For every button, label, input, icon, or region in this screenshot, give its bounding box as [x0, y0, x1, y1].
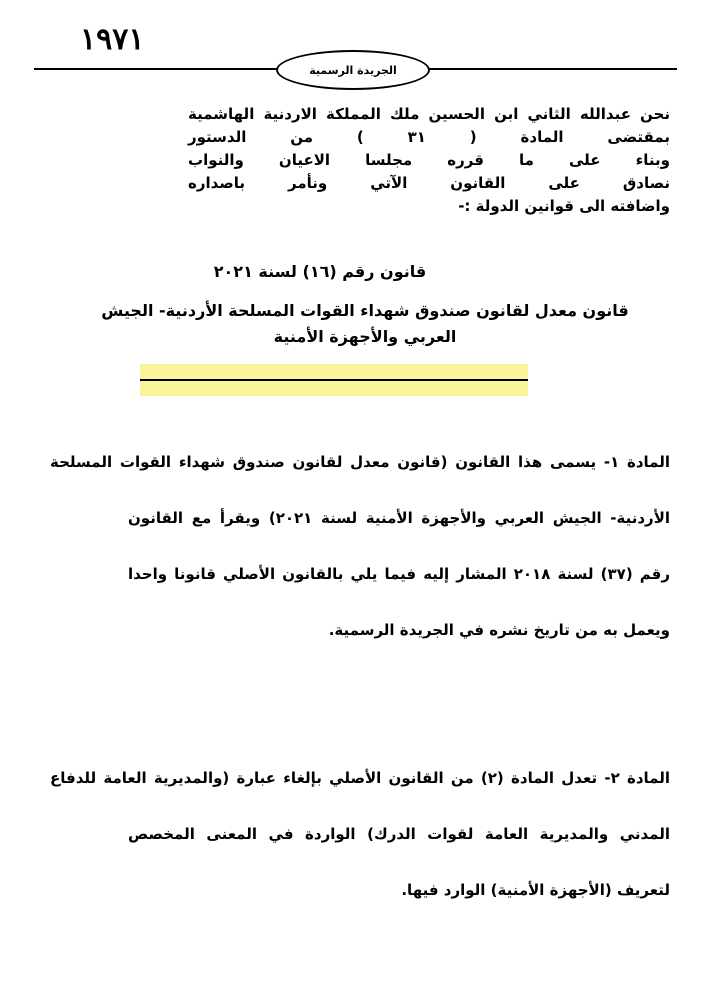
preamble-line: واضافته الى قوانين الدولة :- [458, 197, 670, 215]
preamble-line: نصادق على القانون الآتي ونأمر باصداره [188, 174, 670, 192]
article-2 [50, 763, 670, 931]
article-line: المدني والمديرية العامة لقوات الدرك) الواردة في المعنى المخصص [128, 825, 670, 843]
law-title-line: قانون معدل لقانون صندوق شهداء القوات المسلحة الأردنية- الجيش [101, 301, 629, 320]
article-1 [50, 447, 670, 671]
preamble [188, 103, 670, 218]
title-divider [140, 379, 528, 381]
article-line: المادة ١- يسمى هذا القانون (قانون معدل لقانون صندوق شهداء القوات المسلحة [50, 453, 670, 471]
preamble-line: نحن عبدالله الثاني ابن الحسين ملك المملكة الاردنية الهاشمية [188, 105, 670, 123]
preamble-line: وبناء على ما قرره مجلسا الاعيان والنواب [188, 151, 670, 169]
law-number: قانون رقم (١٦) لسنة ٢٠٢١ [213, 262, 427, 281]
law-title-line: العربي والأجهزة الأمنية [273, 327, 457, 346]
law-title [100, 298, 630, 350]
gazette-label-text: الجريدة الرسمية [309, 63, 397, 77]
article-line: الأردنية- الجيش العربي والأجهزة الأمنية لسنة ٢٠٢١) ويقرأ مع القانون [128, 509, 671, 527]
preamble-line: بمقتضى المادة ( ٣١ ) من الدستور [188, 128, 670, 146]
article-line: لتعريف (الأجهزة الأمنية) الوارد فيها. [401, 881, 670, 899]
article-line: ويعمل به من تاريخ نشره في الجريدة الرسمية. [328, 621, 670, 639]
gazette-label [276, 50, 430, 90]
page-number: ١٩٧١ [80, 22, 145, 57]
article-line: رقم (٣٧) لسنة ٢٠١٨ المشار إليه فيما يلي بالقانون الأصلي قانونا واحدا [128, 565, 670, 583]
article-line: المادة ٢- تعدل المادة (٢) من القانون الأصلي بإلغاء عبارة (والمديرية العامة للدفاع [50, 769, 670, 787]
